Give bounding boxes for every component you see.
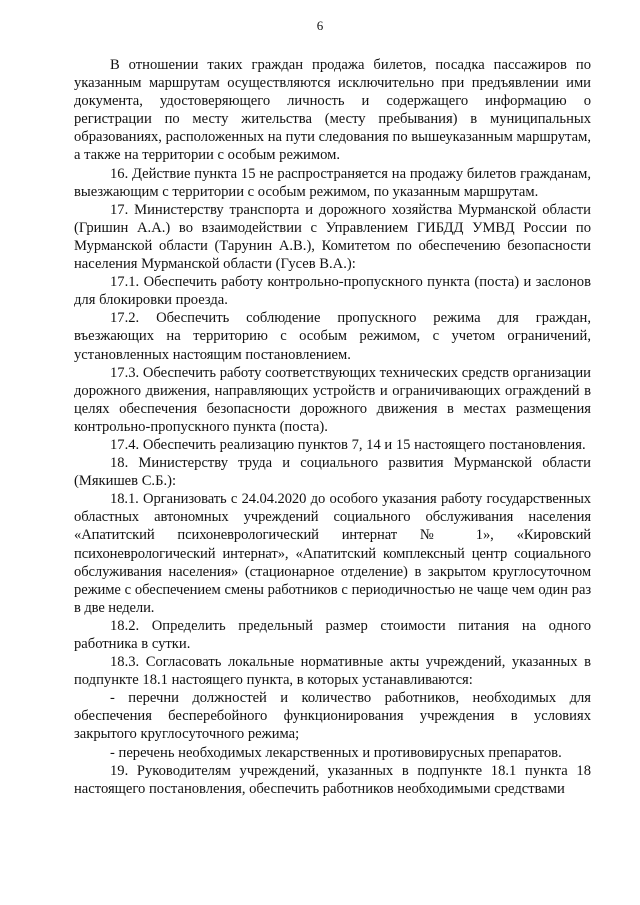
paragraph-18-2: 18.2. Определить предельный размер стоимости питания на одного работника в сутки. [74, 617, 591, 652]
paragraph-19: 19. Руководителям учреждений, указанных в подпункте 18.1 пункта 18 настоящего постановления, обеспечить работников необходимыми средствами [74, 762, 591, 797]
paragraph-16: 16. Действие пункта 15 не распространяется на продажу билетов гражданам, выезжающим с территории с особым режимом, по указанным маршрутам. [74, 165, 591, 200]
paragraph-18-3: 18.3. Согласовать локальные нормативные акты учреждений, указанных в подпункте 18.1 настоящего пункта, в которых устанавливаются: [74, 654, 591, 689]
list-item-positions: - перечни должностей и количество работников, необходимых для обеспечения бесперебойного функционирования учреждения в условиях закрытого круглосуточного режима; [74, 690, 591, 743]
paragraph-17: 17. Министерству транспорта и дорожного хозяйства Мурманской области (Гришин А.А.) во взаимодействии с Управлением ГИБДД УМВД России по Мурманской области (Тарунин А.В.), Комитетом по обеспечению безопасности населения Мурманской области (Гусев В.А.): [74, 201, 591, 273]
paragraph-18: 18. Министерству труда и социального развития Мурманской области (Мякишев С.Б.): [74, 455, 591, 490]
list-item-medications: - перечень необходимых лекарственных и противовирусных препаратов. [110, 744, 562, 761]
paragraph-18-1: 18.1. Организовать с 24.04.2020 до особого указания работу государственных областных автономных учреждений социального обслуживания населения «Апатитский психоневрологический интернат № 1», «Кировский психоневрологический интернат», «Апатитский комплексный центр социального обслуживания населения» (стационарное отделение) в закрытом круглосуточном режиме с обеспечением смены работников с периодичностью не чаще чем один раз в две недели. [74, 491, 591, 616]
paragraph-17-2: 17.2. Обеспечить соблюдение пропускного режима для граждан, въезжающих на территорию с особым режимом, с учетом ограничений, установленных настоящим постановлением. [74, 310, 591, 363]
document-body [74, 56, 591, 798]
page-number: 6 [316, 18, 324, 33]
paragraph-17-4: 17.4. Обеспечить реализацию пунктов 7, 14 и 15 настоящего постановления. [110, 436, 586, 453]
paragraph-intro: В отношении таких граждан продажа билетов, посадка пассажиров по указанным маршрутам осуществляются исключительно при предъявлении ими документа, удостоверяющего личность и содержащего информацию о регистрации по месту жительства (месту пребывания) в муниципальных образованиях, расположенных на пути следования по вышеуказанным маршрутам, а также на территории с особым режимом. [74, 57, 591, 164]
paragraph-17-3: 17.3. Обеспечить работу соответствующих технических средств организации дорожного движения, направляющих устройств и ограничивающих ограждений в целях обеспечения безопасности дорожного движения в местах размещения контрольно-пропускного пункта (поста). [74, 364, 591, 435]
paragraph-17-1: 17.1. Обеспечить работу контрольно-пропускного пункта (поста) и заслонов для блокировки проезда. [74, 274, 591, 309]
